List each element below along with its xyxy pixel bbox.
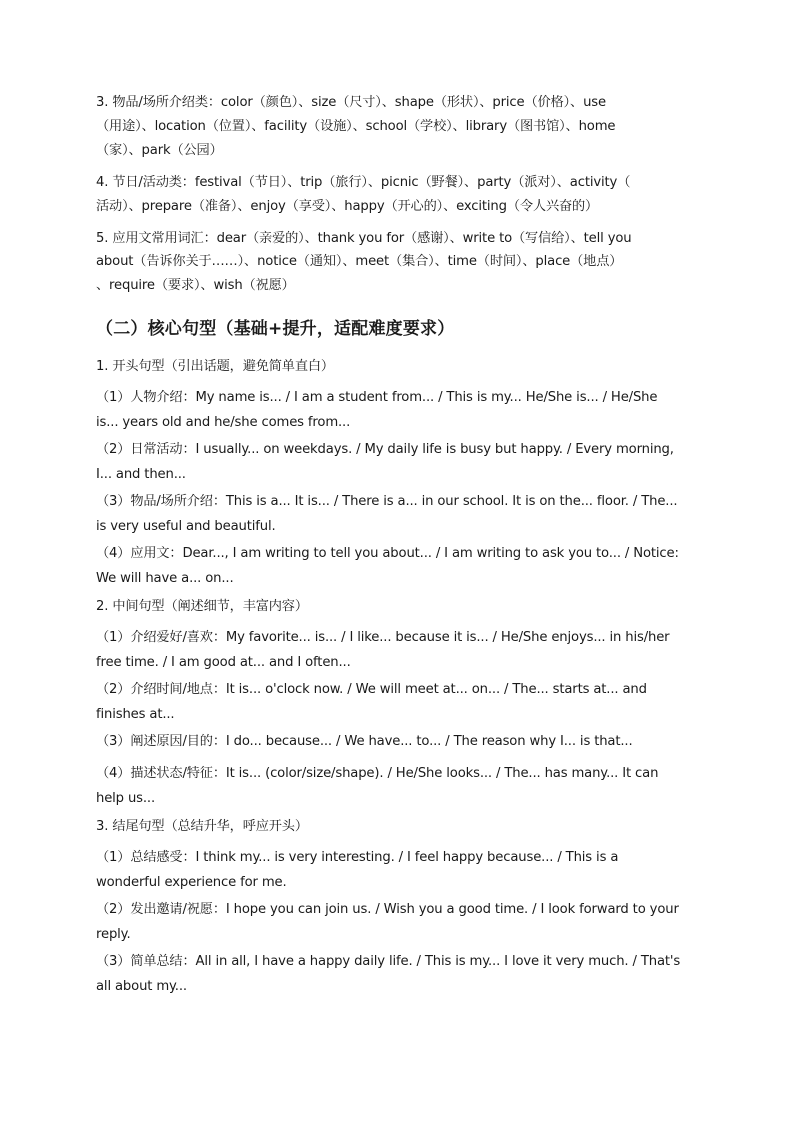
- text-line: 活动）、prepare（准备）、enjoy（享受）、happy（开心的）、exciting（令人兴奋的）: [96, 199, 599, 214]
- text-line: is very useful and beautiful.: [96, 519, 276, 534]
- text-line: （4）描述状态/特征：It is... (color/size/shape). / He/She looks... / The... has many... It can: [96, 766, 659, 781]
- text-line: （2）日常活动：I usually... on weekdays. / My daily life is busy but happy. / Every morning,: [96, 442, 674, 457]
- subsection-title: 2. 中间句型（阐述细节，丰富内容）: [96, 599, 308, 614]
- text-line: 4. 节日/活动类：festival（节日）、trip（旅行）、picnic（野餐）、party（派对）、activity（: [96, 175, 631, 190]
- text-line: （2）发出邀请/祝愿：I hope you can join us. / Wish you a good time. / I look forward to your: [96, 902, 679, 917]
- text-line: wonderful experience for me.: [96, 875, 287, 890]
- text-line: （用途）、location（位置）、facility（设施）、school（学校）、library（图书馆）、home: [96, 119, 616, 134]
- text-line: free time. / I am good at... and I often...: [96, 655, 351, 670]
- subsection-title: 1. 开头句型（引出话题，避免简单直白）: [96, 359, 334, 374]
- text-line: 、require（要求）、wish（祝愿）: [96, 278, 295, 293]
- text-line: （3）阐述原因/目的：I do... because... / We have... to... / The reason why I... is that...: [96, 734, 633, 749]
- text-line: （3）简单总结：All in all, I have a happy daily life. / This is my... I love it very much. / That's: [96, 954, 681, 969]
- text-line: help us...: [96, 791, 156, 806]
- text-line: （2）介绍时间/地点：It is... o'clock now. / We will meet at... on... / The... starts at... and: [96, 682, 647, 697]
- text-line: （1）人物介绍：My name is... / I am a student from... / This is my... He/She is... / He/She: [96, 390, 658, 405]
- text-line: （家）、park（公园）: [96, 143, 223, 158]
- text-line: finishes at...: [96, 707, 175, 722]
- section-heading: （二）核心句型（基础+提升，适配难度要求）: [96, 319, 455, 339]
- text-line: 5. 应用文常用词汇：dear（亲爱的）、thank you for（感谢）、write to（写信给）、tell you: [96, 231, 632, 246]
- text-line: about（告诉你关于……）、notice（通知）、meet（集合）、time（时间）、place（地点）: [96, 254, 623, 269]
- text-line: is... years old and he/she comes from...: [96, 415, 351, 430]
- text-line: reply.: [96, 927, 131, 942]
- text-line: We will have a... on...: [96, 571, 234, 586]
- text-line: 3. 物品/场所介绍类：color（颜色）、size（尺寸）、shape（形状）、price（价格）、use: [96, 95, 606, 110]
- text-line: （1）总结感受：I think my... is very interesting. / I feel happy because... / This is a: [96, 850, 619, 865]
- text-line: I... and then...: [96, 467, 186, 482]
- text-line: all about my...: [96, 979, 187, 994]
- subsection-title: 3. 结尾句型（总结升华，呼应开头）: [96, 819, 308, 834]
- text-line: （4）应用文：Dear..., I am writing to tell you about... / I am writing to ask you to... / Notice:: [96, 546, 679, 561]
- text-line: （1）介绍爱好/喜欢：My favorite... is... / I like... because it is... / He/She enjoys... in his/her: [96, 630, 670, 645]
- text-line: （3）物品/场所介绍：This is a... It is... / There is a... in our school. It is on the... floor. / The...: [96, 494, 678, 509]
